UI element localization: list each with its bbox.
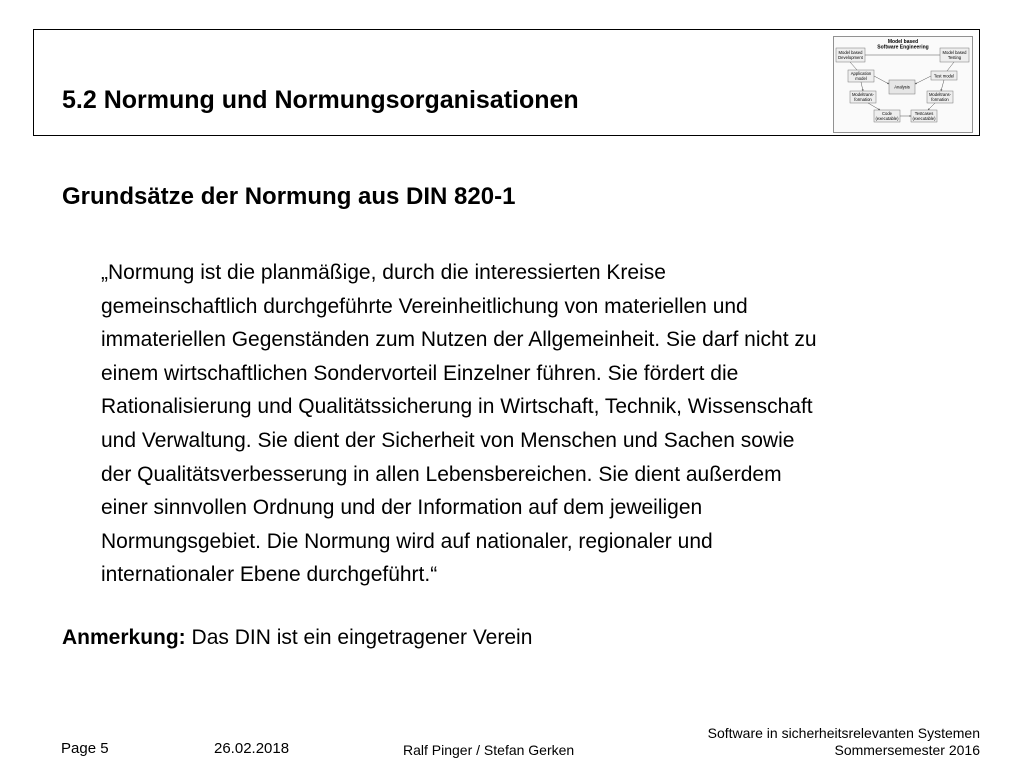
footer-page-number: Page 5	[61, 740, 109, 757]
svg-text:Code: Code	[881, 111, 893, 116]
svg-text:formation: formation	[931, 97, 949, 102]
diagram-heading-1: Model based	[887, 39, 919, 45]
svg-text:Model based: Model based	[838, 50, 863, 55]
header-box	[33, 29, 980, 136]
section-subtitle: Grundsätze der Normung aus DIN 820-1	[62, 183, 516, 210]
quote-line: gemeinschaftlich durchgeführte Vereinheitlichung von materiellen und	[101, 294, 748, 318]
diagram-node-app-model	[848, 70, 874, 82]
note-label: Anmerkung:	[62, 626, 186, 649]
svg-text:model: model	[855, 76, 867, 81]
diagram-node-analysis	[889, 80, 915, 94]
svg-text:Development: Development	[838, 55, 863, 60]
svg-text:Test model: Test model	[933, 73, 955, 79]
footer-date: 26.02.2018	[214, 740, 290, 757]
mbse-diagram	[833, 36, 973, 133]
svg-text:Model based: Model based	[942, 50, 967, 55]
quote-line: immateriellen Gegenständen zum Nutzen der Allgemeinheit. Sie darf nicht zu	[101, 328, 817, 352]
footer-authors: Ralf Pinger / Stefan Gerken	[403, 742, 575, 758]
diagram-node-test-model	[931, 71, 957, 80]
quote-line: und Verwaltung. Sie dient der Sicherheit von Menschen und Sachen sowie	[101, 428, 795, 452]
note-text: Das DIN ist ein eingetragener Verein	[185, 626, 533, 649]
quote-line: Normungsgebiet. Die Normung wird auf nationaler, regionaler und	[101, 529, 713, 553]
svg-text:Testing: Testing	[947, 55, 962, 60]
note	[62, 626, 532, 650]
quote-line: einer sinnvollen Ordnung und der Information auf dem jeweiligen	[101, 496, 703, 520]
quote-line: „Normung ist die planmäßige, durch die interessierten Kreise	[101, 261, 666, 284]
svg-text:Testcases: Testcases	[914, 111, 934, 116]
diagram-node-code	[874, 110, 900, 122]
quote-line: internationaler Ebene durchgeführt.“	[101, 563, 438, 587]
svg-text:Analysis: Analysis	[894, 84, 910, 90]
svg-text:(executable): (executable)	[912, 116, 936, 121]
svg-text:formation: formation	[854, 97, 872, 102]
quote-line: Rationalisierung und Qualitätssicherung in Wirtschaft, Technik, Wissenschaft	[101, 395, 813, 419]
diagram-node-transform-right	[927, 91, 953, 103]
footer-course-title: Software in sicherheitsrelevanten Systemen	[707, 725, 980, 741]
svg-text:Modeltrans-: Modeltrans-	[928, 92, 952, 97]
footer-semester: Sommersemester 2016	[834, 742, 980, 758]
svg-text:(executable): (executable)	[875, 116, 899, 121]
quote-line: einem wirtschaftlichen Sondervorteil Einzelner führen. Sie fördert die	[101, 361, 739, 385]
slide-title: 5.2 Normung und Normungsorganisationen	[62, 86, 579, 114]
footer-course	[708, 725, 980, 759]
svg-text:Application: Application	[850, 71, 872, 76]
diagram-node-transform-left	[850, 91, 876, 103]
diagram-node-testcases	[911, 110, 937, 122]
quote-line: der Qualitätsverbesserung in allen Lebensbereichen. Sie dient außerdem	[101, 462, 782, 486]
din-quote	[101, 256, 986, 592]
diagram-node-mbd	[836, 48, 865, 62]
diagram-heading-2: Software Engineering	[877, 44, 929, 51]
diagram-node-mbt	[940, 48, 969, 62]
svg-text:Modeltrans-: Modeltrans-	[851, 92, 875, 97]
